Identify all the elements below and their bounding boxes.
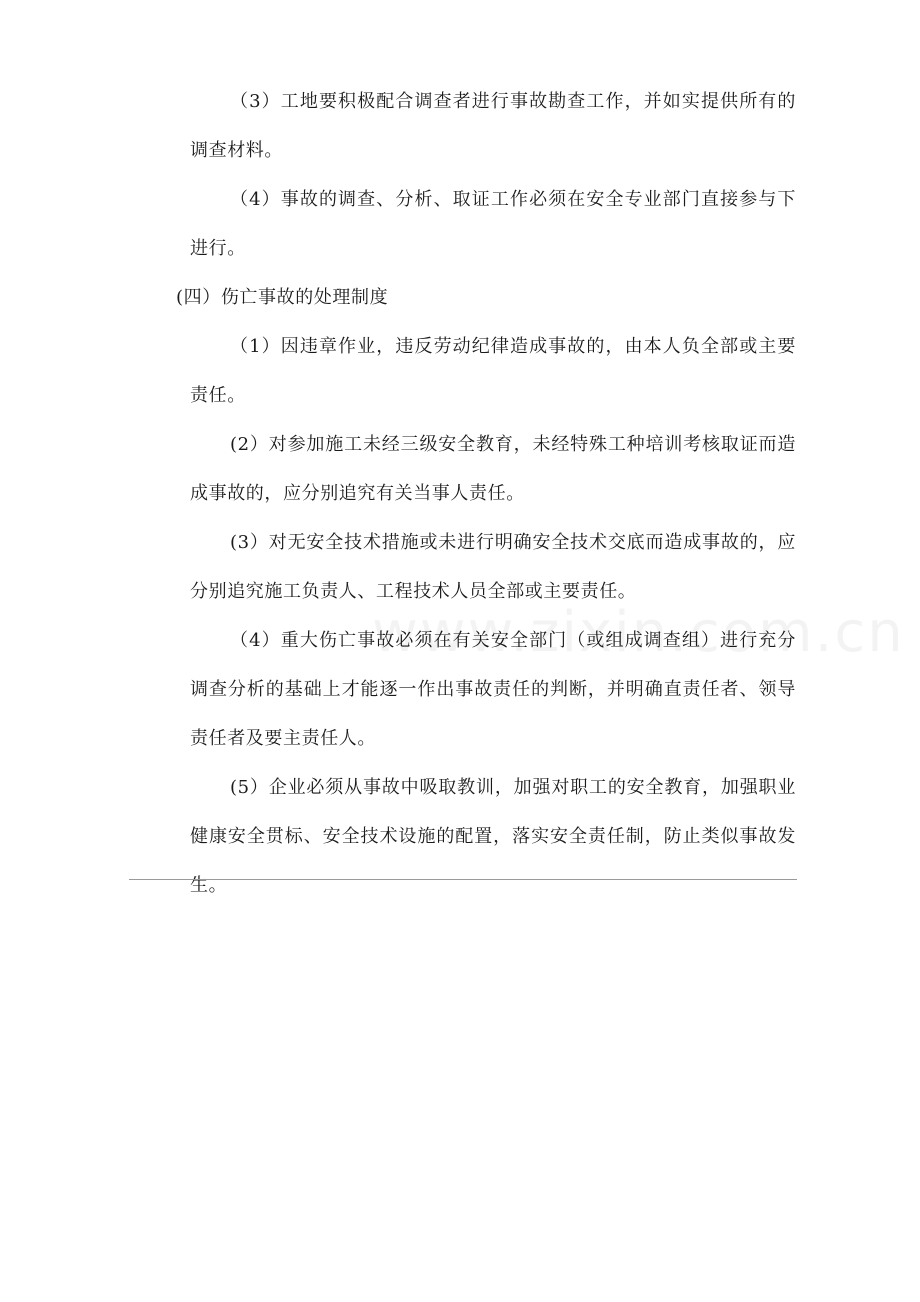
- section-heading-casualty-handling: (四）伤亡事故的处理制度: [176, 287, 389, 308]
- paragraph-lessons-learned: (5）企业必须从事故中吸取教训，加强对职工的安全教育，加强职业健康安全贯标、安全技术设施的配置，落实安全责任制，防止类似事故发生。: [190, 777, 796, 896]
- paragraph-training-responsibility: (2）对参加施工未经三级安全教育，未经特殊工种培训考核取证而造成事故的，应分别追究有关当事人责任。: [190, 434, 796, 504]
- paragraph-major-accident-investigation: （4）重大伤亡事故必须在有关安全部门（或组成调查组）进行充分调查分析的基础上才能逐一作出事故责任的判断，并明确直责任者、领导责任者及要主责任人。: [190, 630, 796, 749]
- paragraph-investigation-cooperation: （3）工地要积极配合调查者进行事故勘查工作，并如实提供所有的调查材料。: [190, 91, 796, 161]
- paragraph-technical-measures-responsibility: (3）对无安全技术措施或未进行明确安全技术交底而造成事故的，应分别追究施工负责人、工程技术人员全部或主要责任。: [190, 532, 796, 602]
- paragraph-safety-dept-participation: （4）事故的调查、分析、取证工作必须在安全专业部门直接参与下进行。: [190, 189, 796, 259]
- page-divider: [129, 879, 797, 880]
- paragraph-violation-responsibility: （1）因违章作业，违反劳动纪律造成事故的，由本人负全部或主要责任。: [190, 336, 796, 406]
